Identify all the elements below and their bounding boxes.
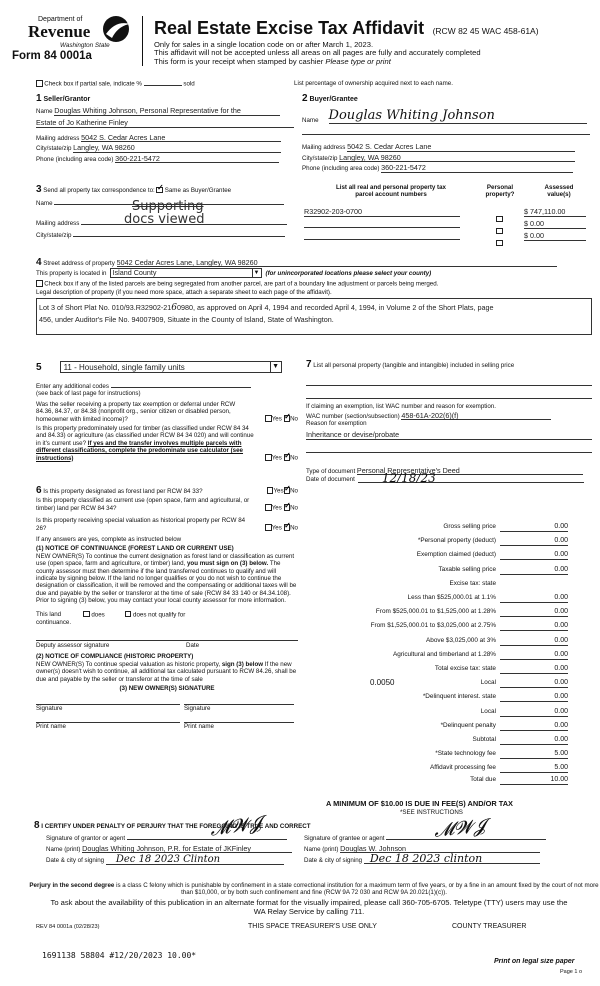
notice-2-c: If the new owner(s) doesn't wish to continue, all additional tax calculated pursuant to RCW 84.26, shall be due and payable by the seller or transferor at the time of sale	[36, 660, 297, 683]
codes-note: (see back of last page for instructions)	[36, 390, 141, 398]
form-wac: (RCW 82 45 WAC 458-61A)	[432, 26, 539, 36]
personal-property-line-1[interactable]	[306, 385, 592, 386]
legal-desc-1b: 0980, as approved on April 4, 1994 and recorded April 4, 1994, in Volume 2 of the Short Plats, page	[177, 302, 494, 312]
page-number: Page 1 o	[560, 969, 583, 975]
parcel-table-header	[302, 184, 590, 204]
q6-3-answers	[265, 524, 298, 532]
q6-2-no-checkbox[interactable]	[284, 504, 291, 511]
historic-question	[36, 517, 298, 532]
doc-type[interactable]: Personal Representative's Deed	[357, 467, 583, 475]
partial-sale-row	[36, 80, 195, 88]
if-yes-note: If any answers are yes, complete as instructed below	[36, 536, 182, 544]
assessor-sig-row[interactable]	[36, 640, 298, 649]
located-label: This property is located in	[36, 269, 107, 277]
grantee-date-label: Date & city of signing	[304, 857, 363, 865]
calc-label: Local	[480, 707, 496, 715]
grantee-date-row	[304, 852, 584, 866]
grantor-date-city[interactable]: Dec 18 2023 Clinton	[106, 856, 284, 864]
q-timber-multi: If yes and the transfer involves multiple parcels with different classifications, complete the predominate use calculator (see instructions)	[36, 439, 244, 462]
calc-value[interactable]: 5.00	[500, 763, 568, 773]
form-title: Real Estate Excise Tax Affidavit	[154, 18, 425, 38]
calc-value[interactable]: 0.00	[500, 721, 568, 731]
accessibility-notice: To ask about the availability of this publication in an alternate format for the visually impaired, please call 360-705-6705. Teletype (TTY) users may use the WA Relay Service by calling 711.	[50, 898, 568, 916]
calc-label: Less than $525,000.01 at 1.1%	[407, 594, 496, 601]
assessed-value[interactable]: $ 0.00	[524, 231, 586, 241]
buyer-name-label: Name	[302, 117, 319, 124]
buyer-city[interactable]: Langley, WA 98260	[339, 154, 575, 162]
street-address[interactable]: 5042 Cedar Acres Lane, Langley, WA 98260	[117, 259, 557, 267]
calc-row	[300, 565, 592, 577]
calc-row	[300, 536, 592, 548]
seller-name-row	[36, 107, 294, 115]
section-6-num: 6	[36, 485, 42, 496]
personal-header-1: Personal	[486, 184, 514, 191]
perjury-notice	[28, 882, 600, 897]
buyer-heading: Buyer/Grantee	[309, 96, 358, 103]
wac-row	[306, 412, 592, 420]
doc-type-row	[306, 467, 592, 475]
use-code-value: 11 - Household, single family units	[63, 363, 185, 372]
header-divider	[142, 16, 143, 66]
yes-label: Yes	[271, 524, 282, 532]
correspondence-section	[36, 186, 294, 240]
legal-desc-line-1	[39, 302, 589, 314]
notice-1-a: NEW OWNER(S) To continue the current designation as forest land or classification as current use (open space, farm and agriculture, or timber) land,	[36, 552, 295, 568]
q6-3-yes-checkbox[interactable]	[265, 524, 272, 531]
calc-row	[300, 692, 592, 704]
section-6	[36, 487, 298, 730]
seller-name-label: Name	[36, 108, 53, 116]
q2-answers	[265, 454, 298, 462]
owner-print-1[interactable]	[36, 722, 180, 730]
q6-1-no-checkbox[interactable]	[284, 487, 291, 494]
owner-sig-1[interactable]	[36, 704, 180, 712]
partial-sale-label: Check box if partial sale, indicate %	[44, 80, 142, 88]
buyer-phone-row	[302, 164, 590, 172]
grantor-date-label: Date & city of signing	[46, 857, 105, 865]
exemption-question	[36, 401, 298, 423]
calc-label: Agricultural and timberland at 1.28%	[392, 650, 496, 658]
calc-value[interactable]: 0.00	[500, 636, 568, 646]
corr-city-label: City/state/zip	[36, 232, 72, 240]
q-exemption: Was the seller receiving a property tax exemption or deferral under RCW 84.36, 84.37, or 84.38 (nonprofit org., senior citizen or disabled person, homeowner with limited income)?	[36, 400, 236, 423]
subtitle-3	[154, 58, 594, 66]
calc-row	[300, 607, 592, 619]
certify-statement: I CERTIFY UNDER PENALTY OF PERJURY THAT THE FOREGOING IS TRUE AND CORRECT	[41, 823, 311, 830]
calc-label: Subtotal	[472, 736, 496, 743]
calc-label: *State technology fee	[435, 750, 496, 758]
logo-revenue: Revenue	[28, 22, 91, 41]
seller-city-row	[36, 144, 294, 152]
calc-row	[300, 664, 592, 676]
calc-value[interactable]: 5.00	[500, 749, 568, 759]
grantee-date-city[interactable]: Dec 18 2023 clinton	[364, 855, 540, 863]
signature-label: Signature	[184, 705, 211, 713]
calc-row	[300, 763, 592, 775]
legal-size-note: Print on legal size paper	[494, 958, 575, 965]
section-7-num: 7	[306, 359, 312, 370]
notice-2-a: NEW OWNER(S) To continue special valuation as historic property,	[36, 660, 222, 668]
grantor-sig-label: Signature of grantor or agent	[46, 835, 126, 843]
notice-2-text	[36, 661, 298, 683]
buyer-mail-row	[302, 143, 590, 151]
segregated-checkbox[interactable]	[36, 280, 43, 287]
section-5-num: 5	[36, 361, 42, 373]
seller-phone-row	[36, 155, 294, 163]
seller-mail[interactable]: 5042 S. Cedar Acres Lane	[81, 134, 281, 142]
seller-heading: Seller/Grantor	[43, 96, 91, 103]
legal-desc-2: 456, under Auditor's File No. 94007909, Situate in the County of Island, State of Washington.	[39, 314, 334, 324]
form-number: Form 84 0001a	[12, 50, 92, 62]
calc-label: Affidavit processing fee	[430, 764, 496, 772]
owner-print-2[interactable]	[184, 722, 294, 730]
local-rate[interactable]: 0.0050	[370, 678, 395, 688]
supporting-docs-stamp	[124, 199, 205, 227]
calc-label: From $525,000.01 to $1,525,000 at 1.28%	[375, 608, 496, 616]
yes-label: Yes	[271, 454, 282, 462]
buyer-city-label: City/state/zip	[302, 154, 338, 162]
calc-label: *Delinquent penalty	[440, 721, 496, 729]
stamp-line-1: Supporting	[132, 199, 204, 214]
q6-2-answers	[265, 504, 298, 512]
doc-date-label: Date of document	[306, 476, 355, 484]
grantor-date-row	[34, 856, 304, 864]
logo-dept: Department of	[38, 16, 83, 23]
date-city-row	[34, 852, 592, 866]
calc-value[interactable]: 0.00	[500, 621, 568, 631]
assessed-value[interactable]: $ 747,110.00	[524, 207, 586, 217]
stamp-line-2: docs viewed	[124, 212, 205, 227]
parcel-table	[302, 184, 590, 243]
seller-num: 1	[36, 93, 42, 104]
print-name-label: Print name	[184, 722, 214, 730]
timber-question	[36, 425, 298, 462]
same-as-buyer-checkbox[interactable]	[156, 187, 163, 194]
yes-label: Yes	[271, 504, 282, 512]
calc-value[interactable]: 0.00	[500, 565, 568, 575]
calc-label: Excise tax: state	[449, 579, 496, 587]
grantor-name-label: Name (print)	[46, 845, 81, 853]
subtitle-1: Only for sales in a single location code on or after March 1, 2023.	[154, 40, 374, 49]
grantee-sig-label: Signature of grantee or agent	[304, 835, 385, 843]
q-forest: Is this property designated as forest land per RCW 84 33?	[43, 488, 203, 495]
exemption-instruction: If claiming an exemption, list WAC number and reason for exemption.	[306, 403, 496, 411]
sig-row	[34, 835, 592, 842]
notice-2-b: sign (3) below	[221, 660, 264, 668]
name-print-row	[34, 845, 592, 853]
partial-sale-checkbox[interactable]	[36, 80, 43, 87]
parcel-number[interactable]	[304, 231, 460, 240]
parcel-header-1: List all real and personal property tax	[335, 184, 447, 191]
personal-property-row	[306, 361, 592, 369]
q-timber: Is this property predominately used for timber (as classified under RCW 84 34 and 84.33) or agriculture (as classified under RCW 84 34 020) and will continue in it's current use?	[36, 425, 254, 447]
grantee-name-label: Name (print)	[304, 845, 339, 853]
seller-city-label: City/state/zip	[36, 145, 72, 153]
perjury-text: is a class C felony which is punishable by confinement in a state correctional institution for a maximum term of five years, or by a fine in an amount fixed by the court of not more than $10,000, or by both such confinement and fine (RCW 9A 72 030 and RCW 9A 20.021(1)(c)).	[114, 882, 599, 897]
parcel-header-2: parcel account numbers	[355, 191, 427, 199]
see-instructions: *SEE INSTRUCTIONS	[400, 809, 463, 816]
doc-date[interactable]: 12/18/23	[358, 475, 584, 483]
parcel-number[interactable]	[304, 219, 460, 228]
calc-row	[300, 721, 592, 733]
notice-1-b: you must sign on (3) below.	[186, 560, 269, 568]
legal-desc-label: Legal description of property (if you need more space, attach a separate sheet to each page of the affidavit).	[36, 289, 332, 297]
calc-value[interactable]: 0.00	[500, 550, 568, 560]
calc-value[interactable]: 0.00	[500, 678, 568, 688]
seller-section	[36, 95, 294, 163]
calc-label: Local	[480, 679, 496, 687]
grantor-sig-row	[34, 835, 304, 842]
buyer-name[interactable]: Douglas Whiting Johnson	[329, 108, 587, 124]
seller-city[interactable]: Langley, WA 98260	[73, 144, 281, 152]
buyer-mail-label: Mailing address	[302, 144, 346, 152]
ownership-note: List percentage of ownership acquired next to each name.	[294, 80, 453, 87]
does-label: does	[91, 611, 105, 619]
grantor-name-row	[34, 845, 304, 853]
minimum-due-note: A MINIMUM OF $10.00 IS DUE IN FEE(S) AND/OR TAX	[326, 799, 513, 808]
calc-label: Taxable selling price	[438, 565, 496, 573]
parcel-row	[302, 207, 590, 219]
seller-name-1[interactable]: Douglas Whiting Johnson, Personal Representative for the	[54, 107, 280, 115]
logo-state: Washington State	[60, 42, 110, 49]
section-7	[306, 359, 592, 486]
personal-header-2: property?	[485, 191, 515, 199]
codes-row	[36, 383, 298, 390]
assessor-sig-label: Deputy assessor signature	[36, 642, 110, 649]
q2-no-checkbox[interactable]	[284, 454, 291, 461]
county-treasurer: COUNTY TREASURER	[452, 923, 527, 930]
buyer-name-extra-line	[302, 134, 590, 135]
dropdown-arrow-icon: ▼	[252, 269, 261, 278]
calc-row	[300, 735, 592, 747]
corr-num: 3	[36, 184, 42, 195]
no-label: No	[290, 454, 298, 462]
yes-label: Yes	[273, 487, 284, 495]
parcel-row	[302, 219, 590, 231]
reason-label: Reason for exemption	[306, 420, 367, 428]
parcel-row	[302, 231, 590, 243]
reason-extra-line	[306, 452, 592, 453]
grantor-signature[interactable]: 𝓜𝓦𝓙	[208, 812, 263, 841]
land-qualify-row	[36, 611, 298, 619]
grantee-signature[interactable]: 𝓜𝓦𝓙	[433, 815, 487, 842]
uninc-note: (for unincorporated locations please select your county)	[265, 269, 432, 277]
calc-row	[300, 550, 592, 562]
calc-row	[300, 522, 592, 534]
calc-label: Total due	[470, 776, 496, 784]
partial-sold-label: sold	[183, 80, 195, 88]
calc-row	[300, 650, 592, 662]
subtitle-3-italic: Please type or print	[325, 56, 391, 66]
seller-mail-row	[36, 134, 294, 142]
q6-1-yes-checkbox[interactable]	[267, 487, 274, 494]
exemption-reason[interactable]: Inheritance or devise/probate	[306, 430, 592, 440]
calc-value[interactable]: 0.00	[500, 593, 568, 603]
does-checkbox[interactable]	[83, 611, 90, 618]
seller-name-2[interactable]: Estate of Jo Katherine Finley	[36, 118, 294, 128]
treasurer-use: THIS SPACE TREASURER'S USE ONLY	[248, 923, 377, 930]
calc-label: Gross selling price	[443, 523, 496, 530]
county-select[interactable]	[110, 268, 262, 278]
calc-value[interactable]: 0.00	[500, 522, 568, 532]
q1-no-checkbox[interactable]	[284, 415, 291, 422]
calc-value[interactable]: 0.00	[500, 536, 568, 546]
subtitle-3-text: This form is your receipt when stamped by cashier	[154, 56, 324, 66]
wac-label: WAC number (section/subsection)	[306, 412, 400, 420]
corr-label: Send all property tax correspondence to:	[43, 187, 155, 194]
grantor-name[interactable]: Douglas Whiting Johnson, P.R. for Estate of JKFinley	[82, 845, 292, 853]
rev-number: REV 84 0001a (02/28/23)	[36, 924, 100, 930]
calc-row	[300, 775, 592, 787]
header-text	[154, 18, 594, 66]
codes-label: Enter any additional codes	[36, 383, 109, 390]
buyer-phone[interactable]: 360-221-5472	[381, 164, 573, 172]
certify-row	[34, 822, 592, 830]
no-label: No	[290, 415, 298, 423]
use-code-select[interactable]	[60, 361, 282, 373]
q6-3-no-checkbox[interactable]	[284, 524, 291, 531]
logo-swoosh-icon	[100, 14, 134, 44]
segregated-row	[36, 280, 592, 288]
section-8-num: 8	[34, 820, 40, 831]
q1-answers	[265, 415, 298, 423]
receipt-stamp: 1691138 58804 #12/20/2023 10.00*	[42, 951, 197, 960]
corr-city-row	[36, 232, 294, 239]
corr-mail-label: Mailing address	[36, 219, 80, 227]
notice-1-c: The county assessor must then determine if the land transferred continues to qualify and will indicate by signing below. If the land no longer qualifies or you do not wish to continue the designation or classification, it will be removed and the compensating or additional taxes will be due and payable by the seller or transferor at the time of sale (RCW 84 33 140 or 84.34.108). Prior to signing (3) below, you may contact your local county assessor for more information.	[36, 560, 297, 605]
calc-label: Exemption claimed (deduct)	[416, 551, 496, 559]
q-historic: Is this property receiving special valuation as historical property per RCW 84 26?	[36, 517, 246, 532]
personal-property-label: List all personal property (tangible and intangible) included in selling price	[313, 362, 515, 369]
notice-3-heading: (3) NEW OWNER(S) SIGNATURE	[119, 685, 215, 693]
calc-row	[300, 678, 592, 690]
personal-property-line-2[interactable]	[306, 398, 592, 399]
notice-1-text	[36, 553, 298, 605]
calc-value[interactable]: 0.00	[500, 607, 568, 617]
calc-row	[300, 749, 592, 761]
buyer-city-row	[302, 154, 590, 162]
no-label: No	[290, 524, 298, 532]
calc-value[interactable]: 0.00	[500, 650, 568, 660]
calc-row	[300, 621, 592, 633]
owner-print-row	[36, 722, 298, 730]
property-section	[36, 259, 592, 335]
notice-2-heading: (2) NOTICE OF COMPLIANCE (HISTORIC PROPERTY)	[36, 653, 194, 661]
subtitle-2: This affidavit will not be accepted unless all areas on all pages are fully and accurately completed	[154, 48, 481, 58]
continuance-label: continuance.	[36, 618, 72, 626]
signature-label: Signature	[36, 705, 63, 713]
calc-label: *Personal property (deduct)	[417, 537, 496, 545]
calc-value[interactable]: 0.00	[500, 692, 568, 702]
no-label: No	[290, 504, 298, 512]
perjury-bold: Perjury in the second degree	[29, 882, 115, 889]
owner-sig-row	[36, 704, 298, 712]
county-row	[36, 268, 592, 278]
calc-label: Above $3,025,000 at 3%	[426, 636, 496, 644]
street-row	[36, 259, 592, 267]
use-code-row	[36, 361, 298, 373]
legal-description-box[interactable]	[36, 298, 592, 335]
personal-property-checkbox[interactable]	[496, 240, 503, 247]
calc-label: *Delinquent interest. state	[422, 693, 496, 701]
dor-logo	[8, 14, 132, 62]
county-value: Island County	[112, 268, 157, 278]
corr-name-label: Name	[36, 200, 53, 208]
q6-2-yes-checkbox[interactable]	[265, 504, 272, 511]
assessed-header-2: value(s)	[547, 191, 571, 199]
calc-value[interactable]: 0.00	[500, 735, 568, 745]
calc-label: Total excise tax: state	[434, 665, 496, 672]
print-name-label: Print name	[36, 722, 66, 730]
buyer-name-row	[302, 108, 590, 124]
no-label: No	[290, 487, 298, 495]
parcel-number[interactable]: R32902-203-0700	[304, 207, 460, 217]
property-num: 4	[36, 257, 42, 268]
q1-yes-checkbox[interactable]	[265, 415, 272, 422]
assessed-header-1: Assessed	[544, 184, 574, 191]
calc-value[interactable]: 0.00	[500, 707, 568, 717]
calc-row	[300, 707, 592, 719]
buyer-phone-label: Phone (including area code)	[302, 165, 380, 173]
calc-row	[300, 593, 592, 605]
wac-number[interactable]: 458-61A-202(6)(f)	[401, 412, 551, 420]
notice-1-heading: (1) NOTICE OF CONTINUANCE (FOREST LAND OR CURRENT USE)	[36, 545, 234, 553]
buyer-mail[interactable]: 5042 S. Cedar Acres Lane	[347, 143, 575, 151]
does-not-checkbox[interactable]	[125, 611, 132, 618]
section-5	[36, 361, 298, 462]
assessed-value[interactable]: $ 0.00	[524, 219, 586, 229]
legal-handwritten-mark: 6	[171, 302, 177, 313]
legal-desc-1a: Lot 3 of Short Plat No. 010/93.R32902-21	[39, 302, 172, 312]
segregated-label: Check box if any of the listed parcels are being segregated from another parcel, are part of a boundary line adjustment or parcels being merged.	[44, 280, 439, 288]
q-current-use: Is this property classified as current use (open space, farm and agricultural, or timber) land per RCW 84 34?	[36, 497, 250, 512]
assessor-date-label: Date	[186, 642, 200, 649]
calc-row	[300, 636, 592, 648]
q2-yes-checkbox[interactable]	[265, 454, 272, 461]
land-label: This land	[36, 610, 62, 618]
calc-value[interactable]: 0.00	[500, 664, 568, 674]
q6-1-answers	[267, 487, 298, 495]
does-not-label: does not qualify for	[133, 611, 186, 619]
grantee-name[interactable]: Douglas W. Johnson	[340, 845, 540, 853]
dropdown-arrow-icon: ▼	[270, 362, 281, 373]
owner-sig-2[interactable]	[184, 704, 294, 712]
calc-value[interactable]: 10.00	[500, 775, 568, 785]
buyer-num: 2	[302, 93, 308, 104]
seller-mail-label: Mailing address	[36, 134, 80, 142]
calc-row	[300, 579, 592, 591]
current-use-question	[36, 497, 298, 512]
corr-same-label: Same as Buyer/Grantee	[164, 187, 232, 194]
street-label: Street address of property	[43, 260, 115, 267]
yes-label: Yes	[271, 415, 282, 423]
seller-phone[interactable]: 360-221-5472	[115, 155, 279, 163]
doc-type-label: Type of document	[306, 467, 356, 475]
calc-label: From $1,525,000.01 to $3,025,000 at 2.75%	[370, 622, 496, 630]
seller-phone-label: Phone (including area code)	[36, 155, 114, 163]
buyer-section	[302, 95, 590, 173]
forest-question	[36, 487, 298, 495]
